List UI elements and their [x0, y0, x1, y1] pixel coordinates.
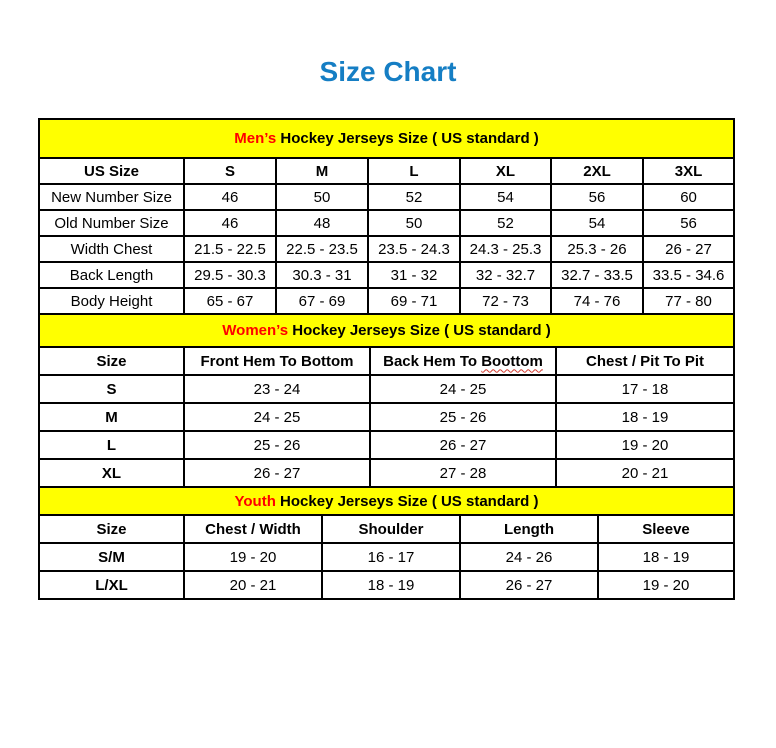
mens-row-label: Body Height — [39, 288, 184, 314]
size-value-cell: 18 - 19 — [598, 543, 734, 571]
youth-column-header-length: Length — [460, 515, 598, 543]
mens-column-header-2xl: 2XL — [551, 158, 643, 184]
size-value-cell: 21.5 - 22.5 — [184, 236, 276, 262]
size-value-cell: 72 - 73 — [460, 288, 551, 314]
youth-column-header-sleeve: Sleeve — [598, 515, 734, 543]
size-value-cell: 25.3 - 26 — [551, 236, 643, 262]
youth-column-header-size: Size — [39, 515, 184, 543]
size-value-cell: 56 — [551, 184, 643, 210]
size-chart-page — [0, 56, 776, 600]
mens-column-header-m: M — [276, 158, 368, 184]
back-hem-misspelled-word: Boottom — [481, 352, 543, 370]
size-value-cell: 16 - 17 — [322, 543, 460, 571]
mens-size-table — [38, 118, 735, 315]
size-value-cell: 65 - 67 — [184, 288, 276, 314]
size-value-cell: 19 - 20 — [556, 431, 734, 459]
size-value-cell: 17 - 18 — [556, 375, 734, 403]
size-value-cell: 20 - 21 — [556, 459, 734, 487]
size-value-cell: 26 - 27 — [184, 459, 370, 487]
youth-header-row — [39, 515, 734, 543]
size-tables — [38, 118, 733, 600]
page-title: Size Chart — [319, 56, 457, 87]
womens-column-header-front-hem: Front Hem To Bottom — [184, 347, 370, 375]
size-value-cell: 24 - 25 — [370, 375, 556, 403]
mens-row-label: Old Number Size — [39, 210, 184, 236]
size-value-cell: 52 — [460, 210, 551, 236]
size-value-cell: 33.5 - 34.6 — [643, 262, 734, 288]
womens-banner-rest: Hockey Jerseys Size ( US standard ) — [288, 322, 551, 339]
mens-row-label: Back Length — [39, 262, 184, 288]
size-value-cell: 50 — [368, 210, 460, 236]
table-row — [39, 288, 734, 314]
womens-banner-row — [39, 314, 734, 347]
womens-column-header-back-hem — [370, 347, 556, 375]
womens-row-label: S — [39, 375, 184, 403]
mens-banner-highlight: Men’s — [234, 130, 277, 147]
back-hem-label: Back Hem To — [383, 352, 482, 370]
size-value-cell: 67 - 69 — [276, 288, 368, 314]
mens-column-header-l: L — [368, 158, 460, 184]
womens-column-header-chest: Chest / Pit To Pit — [556, 347, 734, 375]
table-row — [39, 210, 734, 236]
mens-banner-rest: Hockey Jerseys Size ( US standard ) — [276, 130, 539, 147]
mens-row-label: New Number Size — [39, 184, 184, 210]
size-value-cell: 23.5 - 24.3 — [368, 236, 460, 262]
size-value-cell: 18 - 19 — [322, 571, 460, 599]
table-row — [39, 431, 734, 459]
youth-row-label: S/M — [39, 543, 184, 571]
size-value-cell: 24 - 26 — [460, 543, 598, 571]
table-row — [39, 184, 734, 210]
table-row — [39, 236, 734, 262]
youth-column-header-chest: Chest / Width — [184, 515, 322, 543]
womens-row-label: L — [39, 431, 184, 459]
size-value-cell: 56 — [643, 210, 734, 236]
size-value-cell: 69 - 71 — [368, 288, 460, 314]
size-value-cell: 48 — [276, 210, 368, 236]
mens-table-banner — [39, 119, 734, 158]
size-value-cell: 24 - 25 — [184, 403, 370, 431]
table-row — [39, 375, 734, 403]
size-value-cell: 74 - 76 — [551, 288, 643, 314]
table-row — [39, 403, 734, 431]
womens-row-label: XL — [39, 459, 184, 487]
size-value-cell: 26 - 27 — [370, 431, 556, 459]
womens-banner-highlight: Women’s — [222, 322, 289, 339]
size-value-cell: 50 — [276, 184, 368, 210]
mens-header-row — [39, 158, 734, 184]
womens-row-label: M — [39, 403, 184, 431]
size-value-cell: 31 - 32 — [368, 262, 460, 288]
mens-banner-row — [39, 119, 734, 158]
table-row — [39, 543, 734, 571]
size-value-cell: 32 - 32.7 — [460, 262, 551, 288]
mens-column-header-xl: XL — [460, 158, 551, 184]
size-value-cell: 19 - 20 — [598, 571, 734, 599]
table-row — [39, 262, 734, 288]
size-value-cell: 46 — [184, 184, 276, 210]
size-value-cell: 32.7 - 33.5 — [551, 262, 643, 288]
size-value-cell: 52 — [368, 184, 460, 210]
size-value-cell: 46 — [184, 210, 276, 236]
size-value-cell: 29.5 - 30.3 — [184, 262, 276, 288]
youth-column-header-shoulder: Shoulder — [322, 515, 460, 543]
size-value-cell: 26 - 27 — [460, 571, 598, 599]
youth-banner-row — [39, 487, 734, 515]
mens-column-header-s: S — [184, 158, 276, 184]
table-row — [39, 571, 734, 599]
table-row — [39, 459, 734, 487]
size-value-cell: 54 — [460, 184, 551, 210]
mens-column-header-3xl: 3XL — [643, 158, 734, 184]
size-value-cell: 77 - 80 — [643, 288, 734, 314]
size-value-cell: 25 - 26 — [370, 403, 556, 431]
size-value-cell: 30.3 - 31 — [276, 262, 368, 288]
youth-table-banner — [39, 487, 734, 515]
size-value-cell: 22.5 - 23.5 — [276, 236, 368, 262]
womens-header-row — [39, 347, 734, 375]
size-value-cell: 23 - 24 — [184, 375, 370, 403]
size-value-cell: 20 - 21 — [184, 571, 322, 599]
womens-size-table — [38, 313, 735, 488]
youth-banner-highlight: Youth — [234, 492, 276, 510]
youth-banner-rest: Hockey Jerseys Size ( US standard ) — [275, 492, 539, 510]
youth-row-label: L/XL — [39, 571, 184, 599]
size-value-cell: 60 — [643, 184, 734, 210]
size-value-cell: 24.3 - 25.3 — [460, 236, 551, 262]
size-value-cell: 18 - 19 — [556, 403, 734, 431]
mens-row-label: Width Chest — [39, 236, 184, 262]
size-value-cell: 19 - 20 — [184, 543, 322, 571]
mens-column-header-us-size: US Size — [39, 158, 184, 184]
size-value-cell: 27 - 28 — [370, 459, 556, 487]
youth-size-table — [38, 486, 735, 600]
womens-column-header-size: Size — [39, 347, 184, 375]
size-value-cell: 25 - 26 — [184, 431, 370, 459]
size-value-cell: 54 — [551, 210, 643, 236]
size-value-cell: 26 - 27 — [643, 236, 734, 262]
womens-table-banner — [39, 314, 734, 347]
